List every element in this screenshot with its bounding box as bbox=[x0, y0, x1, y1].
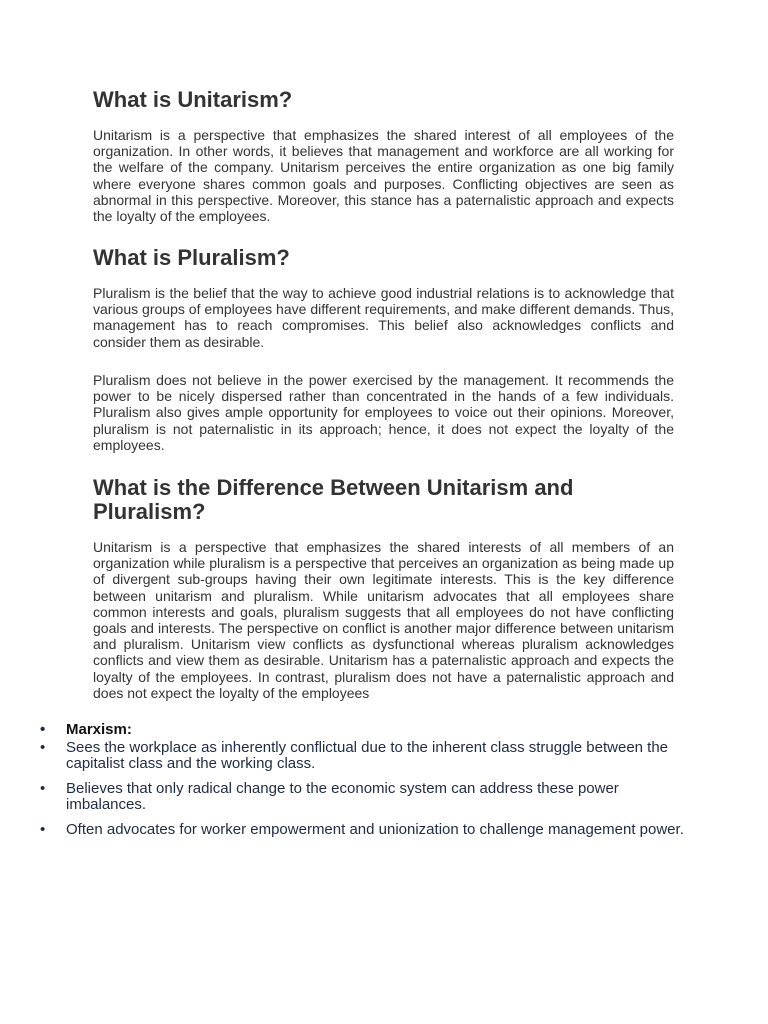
paragraph-pluralism-2: Pluralism does not believe in the power exercised by the management. It recommends the power to be nicely dispersed rather than concentrated in the hands of a few individuals. Pluralism also gives ample opportunity for employees to voice out their opinions. Moreover, pluralism is not paternalistic in its approach; hence, it does not expect the loyalty of the employees. bbox=[93, 372, 674, 453]
marxism-item-text: Sees the workplace as inherently conflictual due to the inherent class struggle between the capitalist class and the working class. bbox=[66, 738, 669, 772]
paragraph-pluralism-1: Pluralism is the belief that the way to achieve good industrial relations is to acknowledge that various groups of employees have different requirements, and make different demands. Thus, management has to reach compromises. This belief also acknowledges conflicts and consider them as desirable. bbox=[93, 285, 674, 350]
marxism-item bbox=[0, 781, 700, 814]
marxism-item-text: Often advocates for worker empowerment and unionization to challenge management power. bbox=[66, 820, 684, 838]
bullet-icon: • bbox=[40, 779, 46, 797]
marxism-item bbox=[0, 740, 700, 773]
bullet-icon: • bbox=[40, 820, 46, 838]
heading-unitarism: What is Unitarism? bbox=[93, 87, 293, 112]
marxism-title-item bbox=[0, 722, 700, 739]
heading-pluralism: What is Pluralism? bbox=[93, 245, 290, 270]
marxism-item-text: Believes that only radical change to the economic system can address these power imbalances. bbox=[66, 779, 619, 813]
marxism-title: Marxism: bbox=[66, 721, 132, 738]
bullet-icon: • bbox=[40, 721, 46, 738]
heading-difference: What is the Difference Between Unitarism and Pluralism? bbox=[93, 475, 574, 524]
marxism-list bbox=[0, 722, 700, 846]
paragraph-unitarism: Unitarism is a perspective that emphasizes the shared interest of all employees of the organization. In other words, it believes that management and workforce are all working for the welfare of the company. Unitarism perceives the entire organization as one big family where everyone shares common goals and purposes. Conflicting objectives are seen as abnormal in this perspective. Moreover, this stance has a paternalistic approach and expects the loyalty of the employees. bbox=[93, 127, 674, 225]
marxism-item bbox=[0, 822, 700, 839]
bullet-icon: • bbox=[40, 738, 46, 756]
paragraph-difference: Unitarism is a perspective that emphasizes the shared interests of all members of an organization while pluralism is a perspective that perceives an organization as being made up of divergent sub-groups having their own legitimate interests. This is the key difference between unitarism and pluralism. While unitarism advocates that all employees share common interests and goals, pluralism suggests that all employees do not have conflicting goals and interests. The perspective on conflict is another major difference between unitarism and pluralism. Unitarism view conflicts as dysfunctional whereas pluralism acknowledges conflicts and view them as desirable. Unitarism has a paternalistic approach and expects the loyalty of the employees. In contrast, pluralism does not have a paternalistic approach and does not expect the loyalty of the employees bbox=[93, 539, 674, 701]
